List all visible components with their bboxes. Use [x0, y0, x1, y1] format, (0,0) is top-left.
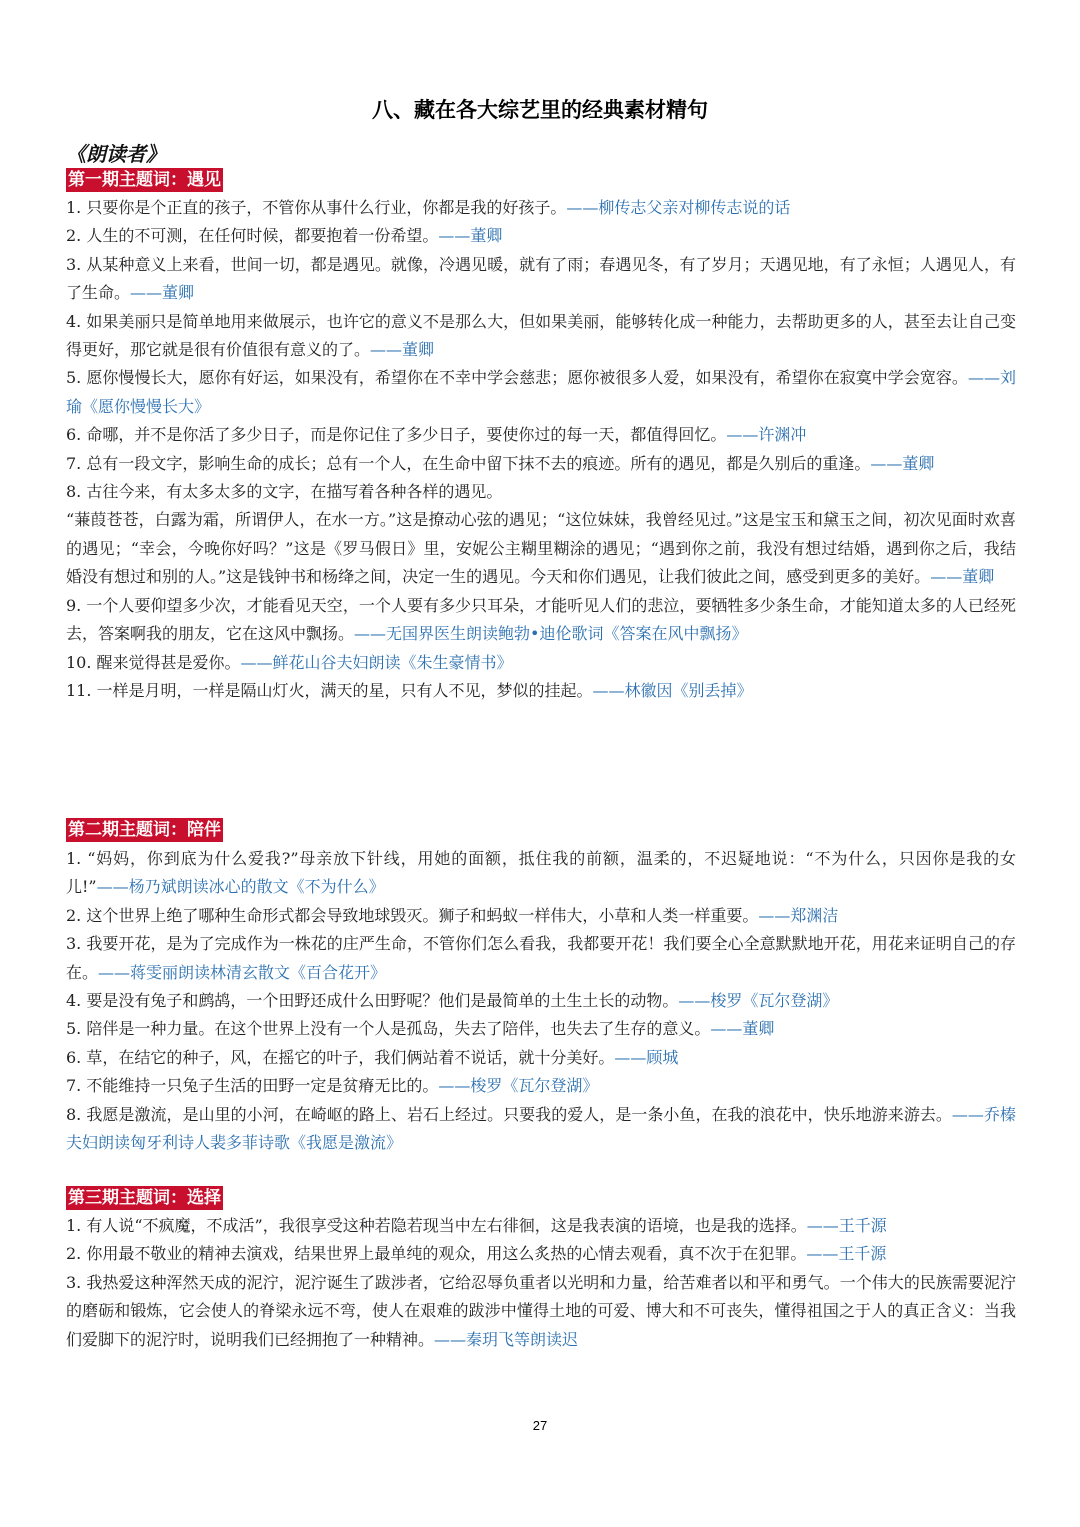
quote-item: [66, 222, 1016, 250]
quote-source: ——王千源: [806, 1216, 887, 1235]
quote-text: 1. 有人说“不疯魔，不成活”，我很享受这种若隐若现当中左右徘徊，这是我表演的语境，也是我的选择。: [66, 1216, 807, 1235]
quote-text: 1. “妈妈，你到底为什么爱我?”母亲放下针线，用她的面额，抵住我的前额，温柔的，不迟疑地说：“不为什么，只因你是我的女儿!”: [66, 849, 1016, 897]
quote-source: ——董卿: [438, 226, 503, 246]
section-label-3: 第三期主题词：选择: [68, 1188, 221, 1208]
quote-text: 8. 我愿是激流，是山里的小河，在崎岖的路上、岩石上经过。只要我的爱人，是一条小鱼，在我的浪花中，快乐地游来游去。: [66, 1104, 952, 1124]
quote-source: ——董卿: [710, 1019, 775, 1039]
quote-item: [66, 649, 1016, 677]
quote-text: 6. 草，在结它的种子，风，在摇它的叶子，我们俩站着不说话，就十分美好。: [66, 1047, 615, 1067]
quote-item: [66, 364, 1016, 421]
quote-item: [66, 845, 1016, 902]
quote-text: 11. 一样是月明，一样是隔山灯火，满天的星，只有人不见，梦似的挂起。: [66, 680, 593, 700]
section-text-2: [66, 845, 1016, 1157]
page-title: 八、藏在各大综艺里的经典素材精句: [372, 98, 708, 122]
quote-item: [66, 987, 1016, 1015]
quote-item: [66, 308, 1016, 365]
quote-source: ——郑渊洁: [758, 905, 839, 925]
quote-item: [66, 421, 1016, 449]
section-label-1: 第一期主题词：遇见: [68, 170, 221, 190]
quote-text: 8. 古往今来，有太多太多的文字，在描写着各种各样的遇见。: [66, 482, 503, 502]
quote-source: ——顾城: [614, 1047, 679, 1067]
quote-text: 10. 醒来觉得甚是爱你。: [66, 652, 241, 672]
quote-source: ——无国界医生朗读鲍勃•迪伦歌词《答案在风中飘扬》: [354, 624, 748, 644]
quote-source: ——梭罗《瓦尔登湖》: [678, 991, 839, 1011]
book-heading: 《朗读者》: [66, 142, 166, 166]
quote-text: 5. 陪伴是一种力量。在这个世界上没有一个人是孤岛，失去了陪伴，也失去了生存的意义。: [66, 1019, 711, 1039]
quote-item: [66, 677, 1016, 705]
quote-source: ——董卿: [870, 453, 935, 473]
quote-item: [66, 194, 1016, 222]
quote-item: [66, 450, 1016, 478]
quote-text: 4. 要是没有兔子和鹧鸪，一个田野还成什么田野呢？他们是最简单的土生土长的动物。: [66, 991, 679, 1011]
quote-text: 7. 总有一段文字，影响生命的成长；总有一个人，在生命中留下抹不去的痕迹。所有的遇见，都是久别后的重逢。: [66, 453, 871, 473]
quote-source: ——许渊冲: [726, 425, 807, 445]
quote-source: ——刘瑜《愿你慢慢长大》: [66, 368, 1016, 416]
quote-text: 5. 愿你慢慢长大，愿你有好运，如果没有，希望你在不幸中学会慈悲；愿你被很多人爱，如果没有，希望你在寂寞中学会宽容。: [66, 368, 968, 388]
quote-text: 3. 我要开花，是为了完成作为一株花的庄严生命，不管你们怎么看我，我都要开花！我们要全心全意默默地开花，用花来证明自己的存在。: [66, 934, 1016, 982]
quote-text: 3. 从某种意义上来看，世间一切，都是遇见。就像，冷遇见暖，就有了雨；春遇见冬，有了岁月；天遇见地，有了永恒；人遇见人，有了生命。: [66, 254, 1016, 303]
quote-item: [66, 478, 1016, 506]
quote-source: ——鲜花山谷夫妇朗读《朱生豪情书》: [240, 652, 513, 672]
quote-text: 2. 你用最不敬业的精神去演戏，结果世界上最单纯的观众，用这么炙热的心情去观看，真不次于在犯罪。: [66, 1244, 807, 1264]
quote-text: 1. 只要你是个正直的孩子，不管你从事什么行业，你都是我的好孩子。: [66, 198, 567, 217]
quote-source: ——柳传志父亲对柳传志说的话: [566, 198, 791, 217]
quote-item: [66, 930, 1016, 987]
quote-text: 9. 一个人要仰望多少次，才能看见天空，一个人要有多少只耳朵，才能听见人们的悲泣，要牺牲多少条生命，才能知道太多的人已经死去，答案啊我的朋友，它在这风中飘扬。: [66, 595, 1016, 644]
page-number: 27: [532, 1418, 548, 1433]
quote-item: [66, 506, 1016, 591]
quote-source: ——杨乃斌朗读冰心的散文《不为什么》: [96, 877, 385, 897]
quote-text: 7. 不能维持一只兔子生活的田野一定是贫瘠无比的。: [66, 1076, 439, 1096]
quote-item: [66, 1269, 1016, 1354]
quote-source: ——董卿: [130, 283, 195, 303]
quote-item: [66, 592, 1016, 649]
quote-source: ——林徽因《别丢掉》: [592, 680, 753, 700]
quote-item: [66, 902, 1016, 930]
quote-text: “蒹葭苍苍，白露为霜，所谓伊人，在水一方。”这是撩动心弦的遇见；“这位妹妹，我曾经见过。”这是宝玉和黛玉之间，初次见面时欢喜的遇见；“幸会，今晚你好吗？”这是《罗马假日》里，安妮公主糊里糊涂的遇见；“遇到你之前，我没有想过结婚，遇到你之后，我结婚没有想过和别的人。”这是钱钟书和杨绛之间，决定一生的遇见。今天和你们遇见，让我们彼此之间，感受到更多的美好。: [66, 510, 1016, 587]
section-text-3: [66, 1212, 1016, 1354]
quote-source: ——董卿: [930, 567, 995, 587]
quote-item: [66, 1240, 1016, 1268]
section-label-2: 第二期主题词：陪伴: [68, 820, 221, 840]
quote-source: ——梭罗《瓦尔登湖》: [438, 1076, 599, 1096]
quote-source: ——蒋雯丽朗读林清玄散文《百合花开》: [98, 962, 387, 982]
quote-source: ——秦玥飞等朗读迟: [434, 1329, 579, 1349]
quote-text: 2. 人生的不可测，在任何时候，都要抱着一份希望。: [66, 226, 439, 246]
quote-item: [66, 1212, 1016, 1240]
quote-text: 6. 命哪，并不是你活了多少日子，而是你记住了多少日子，要使你过的每一天，都值得回忆。: [66, 425, 727, 445]
quote-text: 3. 我热爱这种浑然天成的泥泞，泥泞诞生了跋涉者，它给忍辱负重者以光明和力量，给苦难者以和平和勇气。一个伟大的民族需要泥泞的磨砺和锻炼，它会使人的脊梁永远不弯，使人在艰难的跋涉中懂得土地的可爱、博大和不可丧失，懂得祖国之于人的真正含义：当我们爱脚下的泥泞时，说明我们已经拥抱了一种精神。: [66, 1272, 1016, 1349]
quote-item: [66, 1072, 1016, 1100]
quote-source: ——董卿: [370, 340, 435, 360]
quote-item: [66, 1101, 1016, 1158]
quote-item: [66, 1044, 1016, 1072]
quote-text: 4. 如果美丽只是简单地用来做展示，也许它的意义不是那么大，但如果美丽，能够转化成一种能力，去帮助更多的人，甚至去让自己变得更好，那它就是很有价值很有意义的了。: [66, 311, 1016, 360]
quote-item: [66, 251, 1016, 308]
quote-item: [66, 1015, 1016, 1043]
quote-source: ——王千源: [806, 1244, 887, 1264]
section-text-1: [66, 194, 1016, 705]
quote-source: ——乔榛夫妇朗读匈牙利诗人裴多菲诗歌《我愿是激流》: [66, 1104, 1016, 1153]
quote-text: 2. 这个世界上绝了哪种生命形式都会导致地球毁灭。狮子和蚂蚁一样伟大，小草和人类一样重要。: [66, 905, 759, 925]
